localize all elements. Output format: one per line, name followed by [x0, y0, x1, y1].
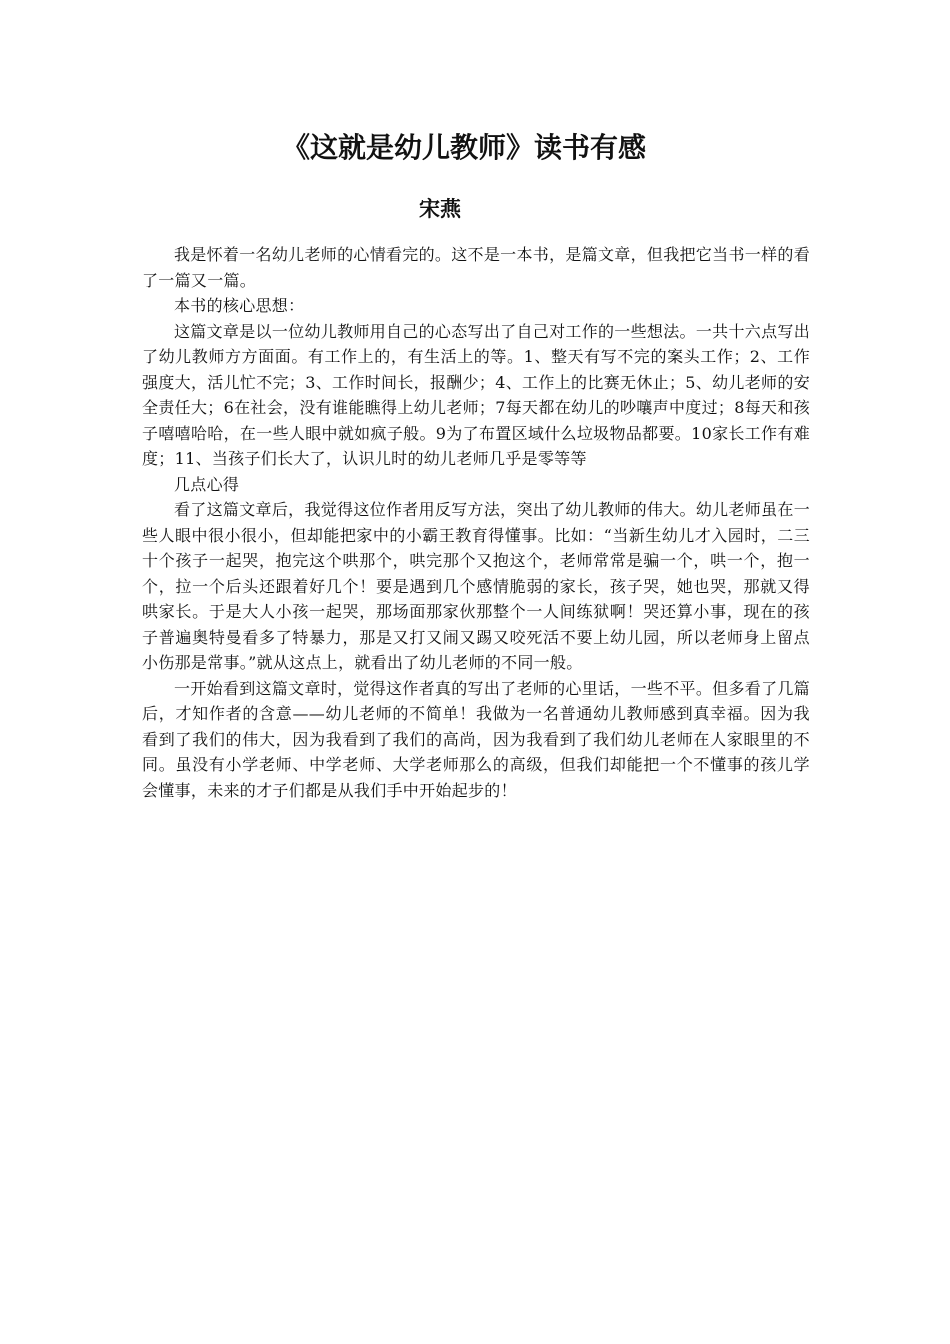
paragraph-conclusion: 一开始看到这篇文章时，觉得这作者真的写出了老师的心里话，一些不平。但多看了几篇后，才知作者的含意——幼儿老师的不简单！我做为一名普通幼儿教师感到真幸福。因为我看到了我们的伟大，因为我看到了我们的高尚，因为我看到了我们幼儿老师在人家眼里的不同。虽没有小学老师、中学老师、大学老师那么的高级，但我们却能把一个不懂事的孩儿学会懂事，未来的才子们都是从我们手中开始起步的！ — [142, 678, 810, 800]
author-name: 宋燕 — [419, 197, 461, 221]
paragraph-insights-heading: 几点心得 — [174, 474, 240, 494]
paragraph-insights-content: 看了这篇文章后，我觉得这位作者用反写方法，突出了幼儿教师的伟大。幼儿老师虽在一些人眼中很小很小，但却能把家中的小霸王教育得懂事。比如：“当新生幼儿才入园时，二三十个孩子一起哭，抱完这个哄那个，哄完那个又抱这个，老师常常是骗一个，哄一个，抱一个，拉一个后头还跟着好几个！要是遇到几个感情脆弱的家长，孩子哭，她也哭，那就又得哄家长。于是大人小孩一起哭，那场面那家伙那整个一人间练狱啊！哭还算小事，现在的孩子普遍奥特曼看多了特暴力，那是又打又闹又踢又咬死活不要上幼儿园，所以老师身上留点小伤那是常事。”就从这点上，就看出了幼儿老师的不同一般。 — [142, 500, 810, 672]
paragraph-core-heading: 本书的核心思想： — [174, 296, 305, 315]
paragraph-core-content: 这篇文章是以一位幼儿教师用自己的心态写出了自己对工作的一些想法。一共十六点写出了幼儿教师方方面面。有工作上的，有生活上的等。1、整天有写不完的案头工作；2、工作强度大，活儿忙不完；3、工作时间长，报酬少；4、工作上的比赛无休止；5、幼儿老师的安全责任大；6在社会，没有谁能瞧得上幼儿老师；7每天都在幼儿的吵嚷声中度过；8每天和孩子嘻嘻哈哈，在一些人眼中就如疯子般。9为了布置区域什么垃圾物品都要。10家长工作有难度；11、当孩子们长大了，认识儿时的幼儿老师几乎是零等等 — [142, 321, 810, 468]
paragraph-intro: 我是怀着一名幼儿老师的心情看完的。这不是一本书，是篇文章，但我把它当书一样的看了一篇又一篇。 — [142, 245, 810, 290]
document-title: 《这就是幼儿教师》读书有感 — [281, 131, 646, 164]
document-body — [142, 242, 810, 803]
